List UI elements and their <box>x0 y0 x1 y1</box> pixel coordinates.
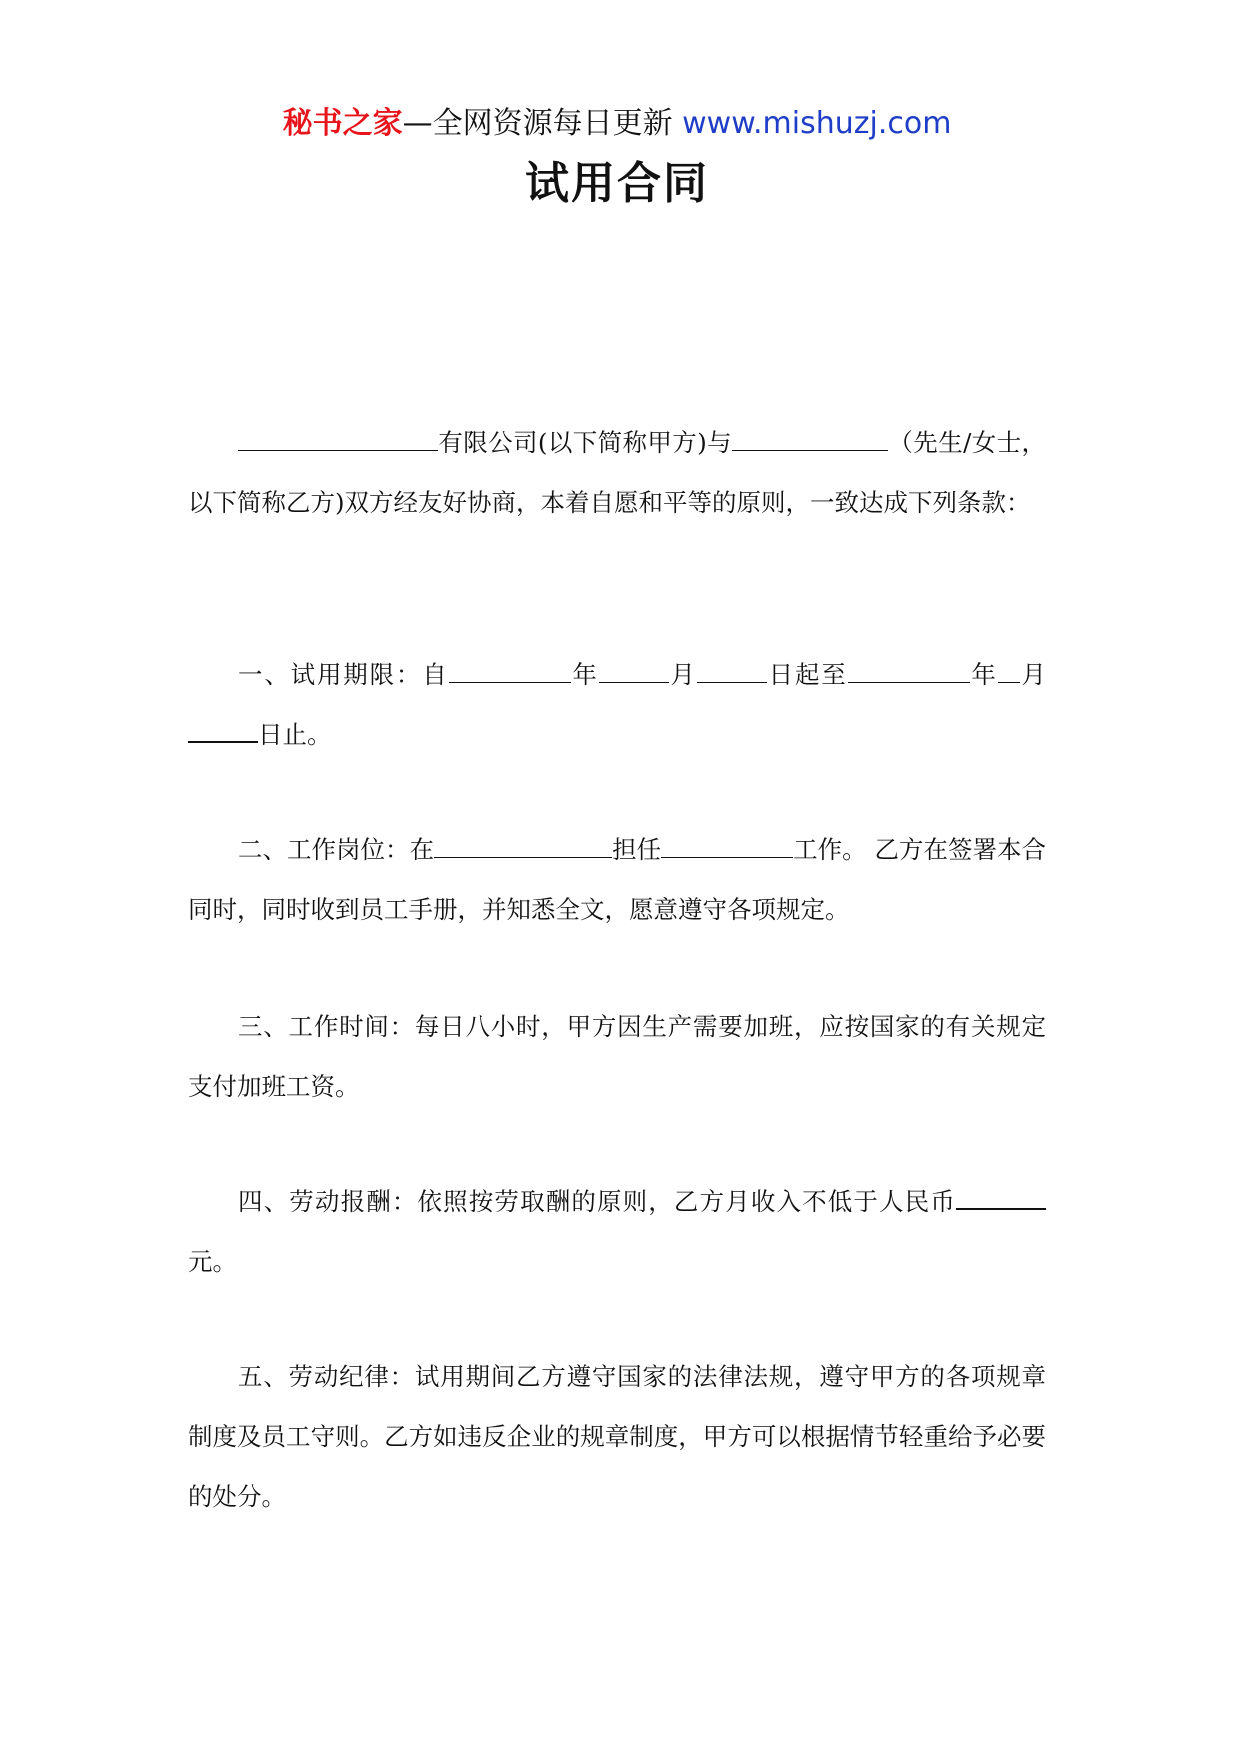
month-text: 月 <box>668 660 697 689</box>
yuan-text: 元。 <box>188 1247 237 1276</box>
clause-3-text: 三、工作时间：每日八小时，甲方因生产需要加班，应按国家的有关规定支付加班工资。 <box>188 1012 1046 1101</box>
until-text: 日起至 <box>766 660 848 689</box>
clause-2-label: 二、工作岗位：在 <box>238 835 435 864</box>
clause-5-labor-discipline <box>188 1347 1046 1527</box>
intro-paragraph <box>188 413 1046 533</box>
end-year-tail-blank[interactable] <box>998 660 1020 683</box>
clause-4-remuneration <box>188 1172 1046 1292</box>
site-brand: 秘书之家 <box>282 106 403 141</box>
intro-text-1: 有限公司(以下简称甲方)与 <box>438 428 733 457</box>
clause-2-text: 工作。 乙方在签署本合同时，同时收到员工手册，并知悉全文，愿意遵守各项规定。 <box>188 835 1046 924</box>
salary-amount-blank[interactable] <box>956 1186 1046 1210</box>
start-day-blank[interactable] <box>697 660 767 683</box>
clause-2-job-position <box>188 820 1046 940</box>
start-year-blank[interactable] <box>449 660 571 683</box>
clause-5-text: 五、劳动纪律：试用期间乙方遵守国家的法律法规，遵守甲方的各项规章制度及员工守则。乙方如违反企业的规章制度，甲方可以根据情节轻重给予必要的处分。 <box>188 1362 1046 1511</box>
serve-as-text: 担任 <box>612 835 662 864</box>
clause-1-label: 一、试用期限：自 <box>238 660 449 689</box>
employee-name-blank[interactable] <box>732 428 888 451</box>
clause-3-working-hours <box>188 997 1046 1117</box>
company-name-blank[interactable] <box>238 428 438 451</box>
clause-4-text: 四、劳动报酬：依照按劳取酬的原则，乙方月收入不低于人民币 <box>238 1187 956 1216</box>
site-header <box>0 100 1234 148</box>
intro-text-2: （先生/女士，以下简称乙方)双方经友好协商，本着自愿和平等的原则，一致达成下列条款： <box>188 428 1046 517</box>
site-slogan: —全网资源每日更新 <box>402 106 673 141</box>
department-blank[interactable] <box>434 835 612 858</box>
year-text: 年 <box>969 660 998 689</box>
month-text: 月 <box>1019 660 1047 689</box>
end-year-blank[interactable] <box>848 660 970 683</box>
document-title: 试用合同 <box>525 158 709 209</box>
clause-1-probation-period <box>188 645 1046 765</box>
start-month-blank[interactable] <box>599 660 669 683</box>
site-url-link[interactable]: www.mishuzj.com <box>682 106 952 141</box>
year-text: 年 <box>570 660 599 689</box>
end-day-blank[interactable] <box>188 719 258 743</box>
end-text: 日止。 <box>258 720 332 749</box>
position-blank[interactable] <box>661 835 793 858</box>
